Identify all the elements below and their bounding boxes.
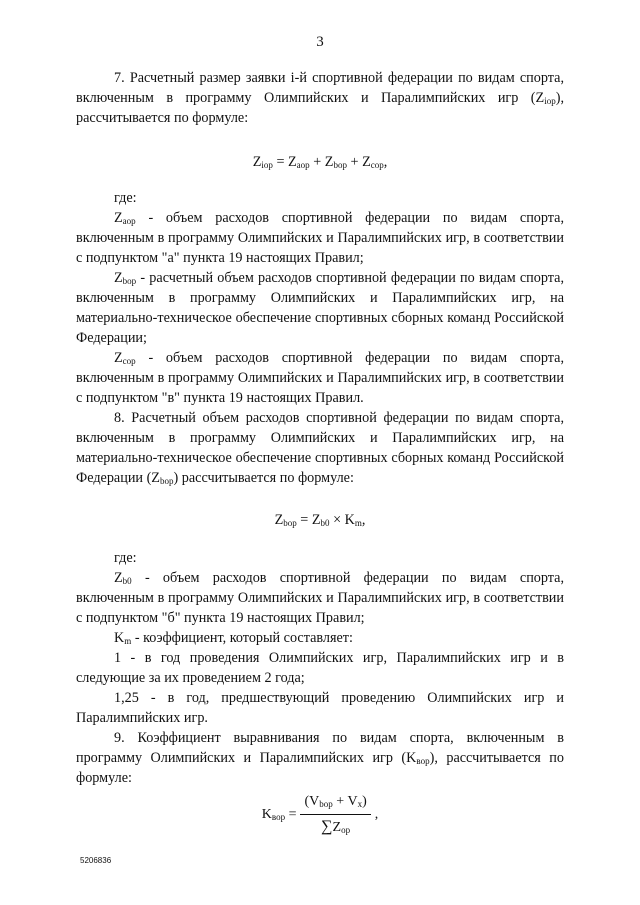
definition-z-bop: $Z_{bop}$ - расчетный объем расходов спортивной федерации по видам спорта, включенным в программу Олимпийских и Паралимпийских игр, на материально-техническое обеспечение спортивных сборных команд Российской Федерации; [76, 270, 564, 346]
where-label-2: где: [114, 550, 137, 566]
document-body [76, 68, 564, 838]
document-code: 5206836 [80, 856, 112, 865]
paragraph-8: 8. Расчетный объем расходов спортивной федерации по видам спорта, включенным в программу Олимпийских и Паралимпийских игр, на материально-техническое обеспечение спортивных сборных команд Российской Федерации $(Z_{bop})$ рассчитывается по формуле: [76, 410, 564, 486]
sum-icon: ∑ [321, 818, 333, 835]
definition-z-cop: $Z_{cop}$ - объем расходов спортивной федерации по видам спорта, включенным в программу Олимпийских и Паралимпийских игр, в соответствии с подпунктом "в" пункта 19 настоящих Правил. [76, 350, 564, 406]
definition-z-b0: $Z_{b0}$ - объем расходов спортивной федерации по видам спорта, включенным в программу Олимпийских и Паралимпийских игр, в соответствии с подпунктом "б" пункта 19 настоящих Правил; [76, 570, 564, 626]
definition-z-aop: $Z_{aop}$ - объем расходов спортивной федерации по видам спорта, включенным в программу Олимпийских и Паралимпийских игр, в соответствии с подпунктом "а" пункта 19 настоящих Правил; [76, 210, 564, 266]
fraction [300, 792, 370, 838]
formula-z-iop: $Z_{iop} = Z_{aop} + Z_{bop} + Z_{cop}$, [252, 154, 388, 170]
definition-k-m: $K_m$ - коэффициент, который составляет: [114, 630, 353, 646]
page-number: 3 [316, 34, 324, 50]
km-value-1: 1 - в год проведения Олимпийских игр, Паралимпийских игр и в следующие за их проведением 2 года; [76, 650, 564, 686]
fraction-denominator: $\sum Z_{op}$ [321, 818, 351, 835]
paragraph-7-text: 7. Расчетный размер заявки i-й спортивной федерации по видам спорта, включенным в программу Олимпийских и Паралимпийских игр [76, 70, 564, 106]
formula-k-vor: $K_{вор}$ = $\frac{(V_{bop} + V_x)}{\sum Z_{op}}$ , [76, 792, 564, 838]
km-value-2: 1,25 - в год, предшествующий проведению Олимпийских игр и Паралимпийских игр. [76, 690, 564, 726]
formula-z-bop: $Z_{bop} = Z_{b0} \times K_m$, [274, 512, 366, 528]
paragraph-7: 7. Расчетный размер заявки i-й спортивной федерации по видам спорта, включенным в программу Олимпийских и Паралимпийских игр $(Z_{iop})$, рассчитывается по формуле: [76, 70, 564, 126]
paragraph-9: 9. Коэффициент выравнивания по видам спорта, включенным в программу Олимпийских и Паралимпийских игр $(K_{вор})$, рассчитывается по формуле: [76, 730, 564, 786]
where-label-1: где: [114, 190, 137, 206]
fraction-numerator: $(V_{bop} + V_x)$ [300, 792, 370, 815]
